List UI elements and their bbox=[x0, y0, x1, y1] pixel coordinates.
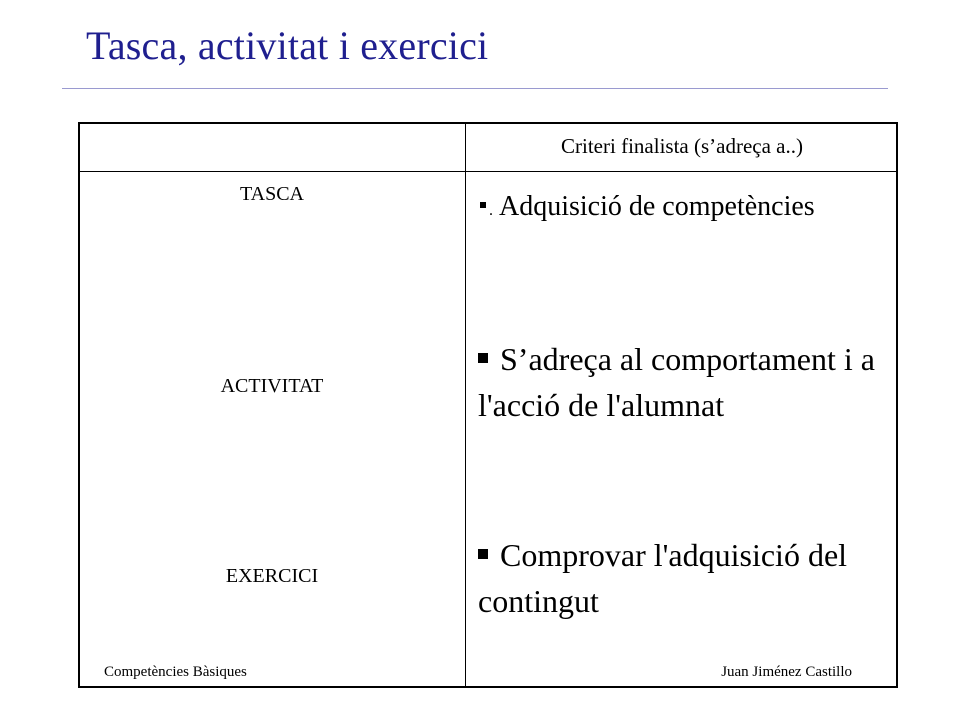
bullet-square-icon bbox=[478, 549, 488, 559]
bullet-prefix: . bbox=[489, 202, 493, 219]
table-header-criteri: Criteri finalista (s’adreça a..) bbox=[561, 134, 803, 158]
bullet-square-icon bbox=[480, 202, 486, 208]
row-label-tasca: TASCA bbox=[240, 183, 304, 205]
table-column-divider bbox=[465, 122, 466, 688]
slide-title: Tasca, activitat i exercici bbox=[86, 23, 489, 68]
bullet-text: Comprovar l'adquisició del contingut bbox=[478, 537, 848, 619]
row-label-exercici: EXERCICI bbox=[225, 565, 319, 587]
bullet-item bbox=[478, 532, 893, 624]
bullet-item bbox=[478, 336, 893, 428]
bullet-text: Adquisició de competències bbox=[499, 191, 815, 222]
bullet-square-icon bbox=[478, 353, 488, 363]
row-label-activitat: ACTIVITAT bbox=[220, 375, 324, 397]
bullet-text: S’adreça al comportament i a l'acció de l'alumnat bbox=[478, 341, 875, 423]
bullet-item bbox=[478, 186, 893, 232]
footer-left-text: Competències Bàsiques bbox=[104, 664, 247, 680]
table-header-divider bbox=[78, 171, 898, 172]
footer-right-text: Juan Jiménez Castillo bbox=[721, 664, 852, 680]
title-divider bbox=[62, 88, 888, 89]
